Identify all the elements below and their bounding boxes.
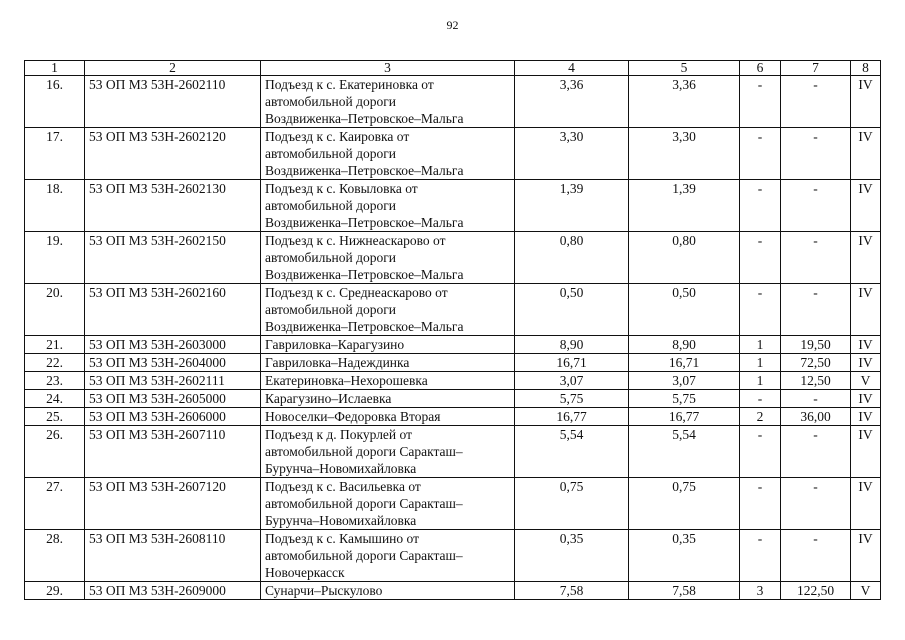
- road-code-cell: 53 ОП МЗ 53Н-2602130: [85, 180, 261, 232]
- road-name-cell: [261, 408, 515, 426]
- table-row: [25, 232, 881, 284]
- length-hard-surface-cell: 16,71: [629, 354, 740, 372]
- length-total-cell: 3,07: [515, 372, 629, 390]
- table-row: [25, 426, 881, 478]
- road-name-line: Подъезд к с. Ковыловка от: [265, 181, 418, 196]
- row-number-cell: 19.: [25, 232, 85, 284]
- table-row: [25, 372, 881, 390]
- length-hard-surface-cell: 8,90: [629, 336, 740, 354]
- table-row: [25, 408, 881, 426]
- header-cell: 8: [851, 61, 881, 76]
- road-name-line: Сунарчи–Рыскулово: [265, 583, 383, 598]
- table-row: [25, 128, 881, 180]
- row-number-cell: 18.: [25, 180, 85, 232]
- road-name-line: Воздвиженка–Петровское–Мальга: [265, 319, 464, 334]
- road-name-line: Воздвиженка–Петровское–Мальга: [265, 163, 464, 178]
- row-number-cell: 29.: [25, 582, 85, 600]
- bridges-length-cell: 12,50: [781, 372, 851, 390]
- header-cell: 4: [515, 61, 629, 76]
- bridges-count-cell: -: [740, 232, 781, 284]
- road-name-line: Подъезд к с. Камышино от: [265, 531, 419, 546]
- road-name-line: Новочеркасск: [265, 565, 345, 580]
- road-name-line: автомобильной дороги: [265, 198, 396, 213]
- bridges-count-cell: 3: [740, 582, 781, 600]
- table-row: [25, 582, 881, 600]
- category-cell: IV: [851, 408, 881, 426]
- table-row: [25, 530, 881, 582]
- road-code-cell: 53 ОП МЗ 53Н-2603000: [85, 336, 261, 354]
- road-name-cell: [261, 478, 515, 530]
- row-number-cell: 22.: [25, 354, 85, 372]
- category-cell: IV: [851, 128, 881, 180]
- length-hard-surface-cell: 0,80: [629, 232, 740, 284]
- length-total-cell: 16,71: [515, 354, 629, 372]
- road-name-cell: [261, 530, 515, 582]
- row-number-cell: 25.: [25, 408, 85, 426]
- table-row: [25, 336, 881, 354]
- road-name-cell: [261, 128, 515, 180]
- row-number-cell: 20.: [25, 284, 85, 336]
- row-number-cell: 16.: [25, 76, 85, 128]
- road-name-line: Гавриловка–Карагузино: [265, 337, 405, 352]
- road-name-cell: [261, 372, 515, 390]
- road-name-line: Карагузино–Ислаевка: [265, 391, 392, 406]
- road-name-cell: [261, 336, 515, 354]
- bridges-count-cell: -: [740, 390, 781, 408]
- page-number: 92: [446, 18, 459, 32]
- road-code-cell: 53 ОП МЗ 53Н-2602110: [85, 76, 261, 128]
- road-code-cell: 53 ОП МЗ 53Н-2607110: [85, 426, 261, 478]
- road-code-cell: 53 ОП МЗ 53Н-2602160: [85, 284, 261, 336]
- length-total-cell: 8,90: [515, 336, 629, 354]
- road-name-line: автомобильной дороги Саракташ–: [265, 496, 463, 511]
- length-hard-surface-cell: 5,75: [629, 390, 740, 408]
- table-row: [25, 180, 881, 232]
- road-name-line: Подъезд к с. Екатериновка от: [265, 77, 434, 92]
- road-name-line: Подъезд к с. Васильевка от: [265, 479, 421, 494]
- length-total-cell: 0,35: [515, 530, 629, 582]
- road-name-line: автомобильной дороги: [265, 146, 396, 161]
- road-name-cell: [261, 284, 515, 336]
- category-cell: IV: [851, 354, 881, 372]
- bridges-count-cell: 1: [740, 372, 781, 390]
- category-cell: IV: [851, 232, 881, 284]
- category-cell: V: [851, 582, 881, 600]
- road-code-cell: 53 ОП МЗ 53Н-2604000: [85, 354, 261, 372]
- bridges-length-cell: 122,50: [781, 582, 851, 600]
- road-name-line: Новоселки–Федоровка Вторая: [265, 409, 441, 424]
- road-name-line: Гавриловка–Надеждинка: [265, 355, 410, 370]
- road-name-line: Подъезд к д. Покурлей от: [265, 427, 412, 442]
- length-hard-surface-cell: 1,39: [629, 180, 740, 232]
- length-total-cell: 1,39: [515, 180, 629, 232]
- length-total-cell: 5,75: [515, 390, 629, 408]
- category-cell: IV: [851, 426, 881, 478]
- length-total-cell: 0,80: [515, 232, 629, 284]
- length-hard-surface-cell: 5,54: [629, 426, 740, 478]
- bridges-length-cell: -: [781, 232, 851, 284]
- category-cell: IV: [851, 76, 881, 128]
- road-name-line: автомобильной дороги Саракташ–: [265, 548, 463, 563]
- row-number-cell: 21.: [25, 336, 85, 354]
- header-cell: 5: [629, 61, 740, 76]
- bridges-count-cell: 1: [740, 354, 781, 372]
- bridges-length-cell: -: [781, 530, 851, 582]
- bridges-count-cell: -: [740, 180, 781, 232]
- road-name-line: Бурунча–Новомихайловка: [265, 461, 417, 476]
- road-name-line: Воздвиженка–Петровское–Мальга: [265, 215, 464, 230]
- header-row: [25, 61, 881, 76]
- road-name-cell: [261, 354, 515, 372]
- length-total-cell: 3,30: [515, 128, 629, 180]
- length-hard-surface-cell: 3,07: [629, 372, 740, 390]
- header-cell: 3: [261, 61, 515, 76]
- road-name-line: Воздвиженка–Петровское–Мальга: [265, 267, 464, 282]
- bridges-length-cell: -: [781, 76, 851, 128]
- length-hard-surface-cell: 3,30: [629, 128, 740, 180]
- length-hard-surface-cell: 7,58: [629, 582, 740, 600]
- length-total-cell: 7,58: [515, 582, 629, 600]
- category-cell: IV: [851, 336, 881, 354]
- bridges-count-cell: -: [740, 284, 781, 336]
- bridges-count-cell: -: [740, 426, 781, 478]
- bridges-length-cell: -: [781, 180, 851, 232]
- header-cell: 2: [85, 61, 261, 76]
- road-name-line: автомобильной дороги: [265, 94, 396, 109]
- length-total-cell: 3,36: [515, 76, 629, 128]
- bridges-length-cell: -: [781, 284, 851, 336]
- header-cell: 1: [25, 61, 85, 76]
- length-hard-surface-cell: 16,77: [629, 408, 740, 426]
- road-name-line: автомобильной дороги: [265, 250, 396, 265]
- road-name-line: Подъезд к с. Среднеаскарово от: [265, 285, 448, 300]
- category-cell: V: [851, 372, 881, 390]
- road-name-line: Подъезд к с. Каировка от: [265, 129, 410, 144]
- length-hard-surface-cell: 0,35: [629, 530, 740, 582]
- road-name-line: Подъезд к с. Нижнеаскарово от: [265, 233, 446, 248]
- length-total-cell: 0,50: [515, 284, 629, 336]
- bridges-count-cell: 1: [740, 336, 781, 354]
- row-number-cell: 27.: [25, 478, 85, 530]
- roads-table-body: [25, 76, 881, 600]
- row-number-cell: 26.: [25, 426, 85, 478]
- bridges-length-cell: 72,50: [781, 354, 851, 372]
- category-cell: IV: [851, 530, 881, 582]
- road-code-cell: 53 ОП МЗ 53Н-2607120: [85, 478, 261, 530]
- road-code-cell: 53 ОП МЗ 53Н-2605000: [85, 390, 261, 408]
- road-name-line: Екатериновка–Нехорошевка: [265, 373, 428, 388]
- road-name-cell: [261, 426, 515, 478]
- road-code-cell: 53 ОП МЗ 53Н-2606000: [85, 408, 261, 426]
- length-total-cell: 0,75: [515, 478, 629, 530]
- category-cell: IV: [851, 478, 881, 530]
- road-name-cell: [261, 76, 515, 128]
- road-code-cell: 53 ОП МЗ 53Н-2602150: [85, 232, 261, 284]
- bridges-length-cell: -: [781, 390, 851, 408]
- road-code-cell: 53 ОП МЗ 53Н-2602111: [85, 372, 261, 390]
- header-cell: 7: [781, 61, 851, 76]
- table-row: [25, 284, 881, 336]
- bridges-length-cell: -: [781, 128, 851, 180]
- length-total-cell: 16,77: [515, 408, 629, 426]
- road-name-line: автомобильной дороги Саракташ–: [265, 444, 463, 459]
- category-cell: IV: [851, 390, 881, 408]
- row-number-cell: 23.: [25, 372, 85, 390]
- bridges-count-cell: 2: [740, 408, 781, 426]
- row-number-cell: 28.: [25, 530, 85, 582]
- length-hard-surface-cell: 0,50: [629, 284, 740, 336]
- table-row: [25, 354, 881, 372]
- bridges-length-cell: 36,00: [781, 408, 851, 426]
- bridges-count-cell: -: [740, 76, 781, 128]
- road-name-cell: [261, 390, 515, 408]
- road-code-cell: 53 ОП МЗ 53Н-2609000: [85, 582, 261, 600]
- road-name-cell: [261, 180, 515, 232]
- header-cell: 6: [740, 61, 781, 76]
- row-number-cell: 24.: [25, 390, 85, 408]
- road-name-cell: [261, 232, 515, 284]
- road-name-line: Воздвиженка–Петровское–Мальга: [265, 111, 464, 126]
- roads-table: [24, 60, 881, 600]
- road-code-cell: 53 ОП МЗ 53Н-2602120: [85, 128, 261, 180]
- bridges-count-cell: -: [740, 128, 781, 180]
- table-row: [25, 76, 881, 128]
- table-row: [25, 390, 881, 408]
- category-cell: IV: [851, 284, 881, 336]
- road-name-line: автомобильной дороги: [265, 302, 396, 317]
- length-hard-surface-cell: 0,75: [629, 478, 740, 530]
- road-code-cell: 53 ОП МЗ 53Н-2608110: [85, 530, 261, 582]
- bridges-count-cell: -: [740, 530, 781, 582]
- category-cell: IV: [851, 180, 881, 232]
- bridges-length-cell: -: [781, 426, 851, 478]
- row-number-cell: 17.: [25, 128, 85, 180]
- length-total-cell: 5,54: [515, 426, 629, 478]
- bridges-length-cell: -: [781, 478, 851, 530]
- table-row: [25, 478, 881, 530]
- bridges-count-cell: -: [740, 478, 781, 530]
- bridges-length-cell: 19,50: [781, 336, 851, 354]
- length-hard-surface-cell: 3,36: [629, 76, 740, 128]
- road-name-cell: [261, 582, 515, 600]
- road-name-line: Бурунча–Новомихайловка: [265, 513, 417, 528]
